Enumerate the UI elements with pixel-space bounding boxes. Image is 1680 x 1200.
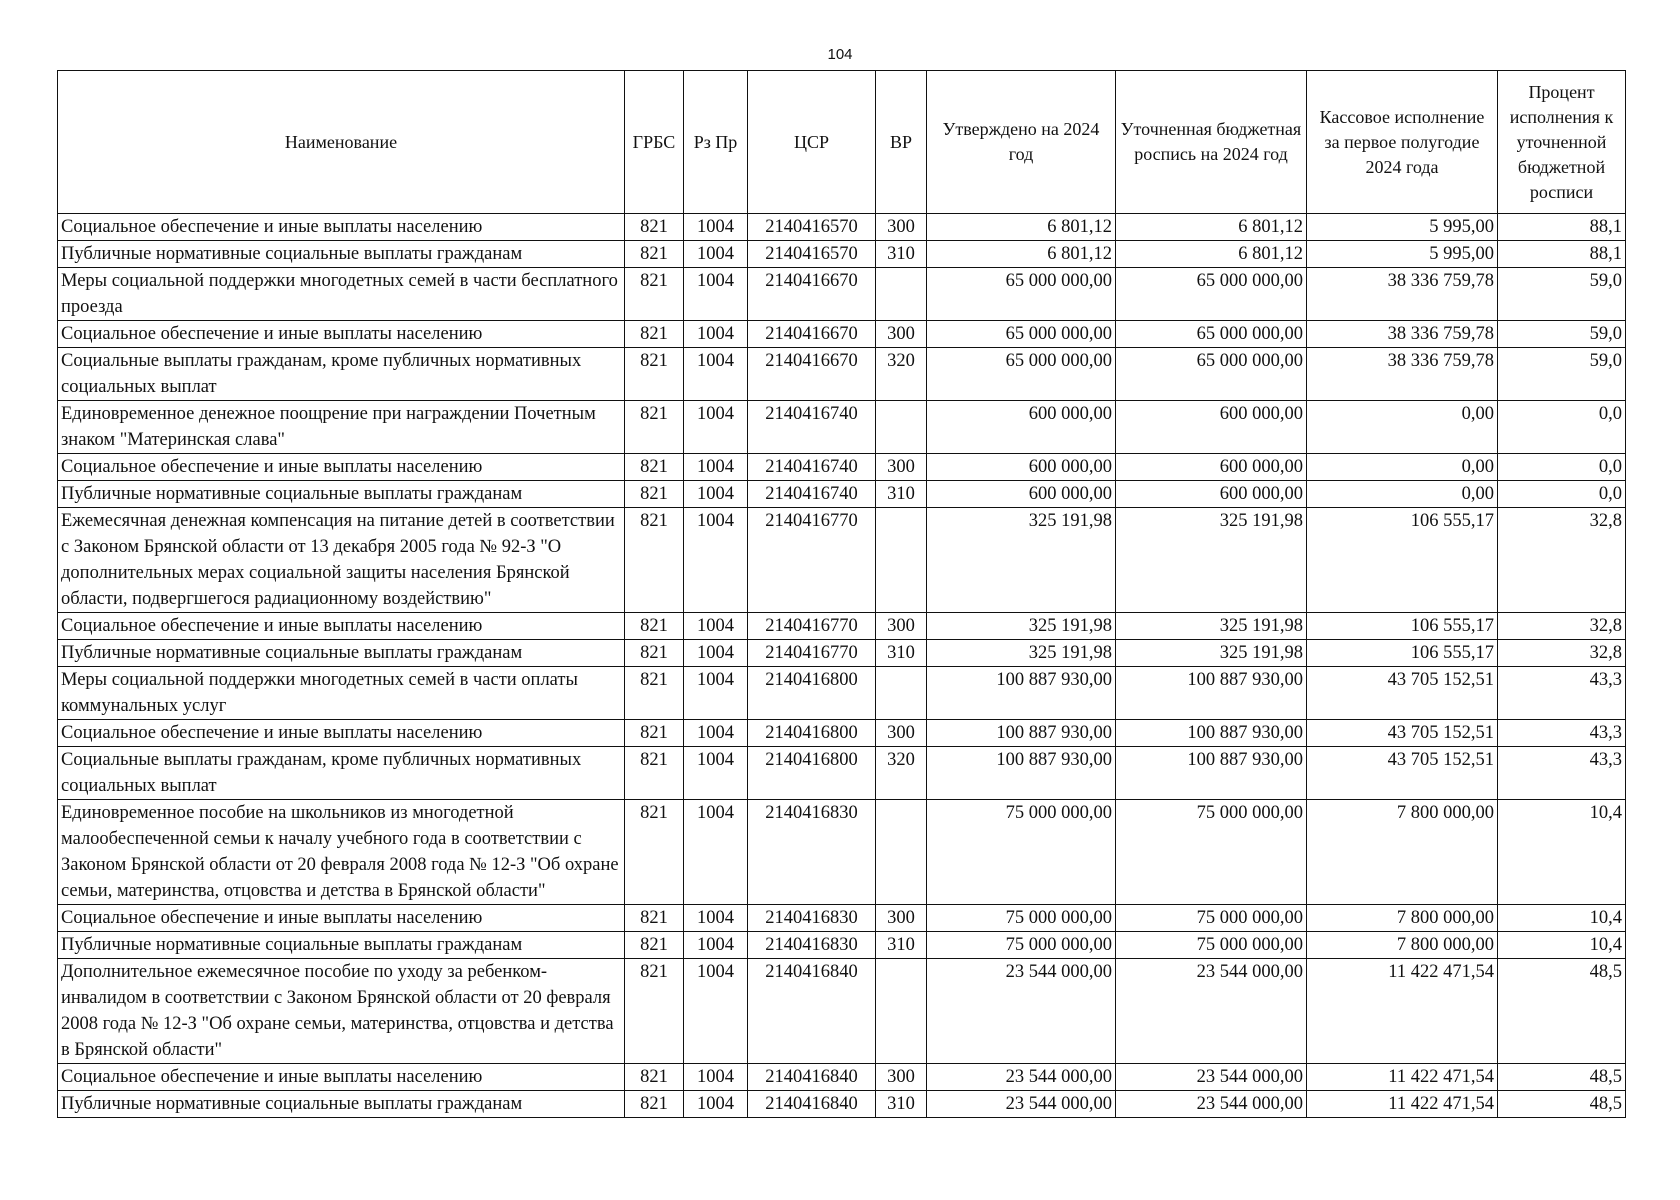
cell-name: Социальное обеспечение и иные выплаты населению: [58, 905, 625, 932]
cell-percent: 10,4: [1498, 905, 1626, 932]
table-row: [58, 454, 1626, 481]
cell-name: Социальное обеспечение и иные выплаты населению: [58, 613, 625, 640]
cell-rzpr: 1004: [684, 959, 748, 1064]
cell-approved: 65 000 000,00: [927, 268, 1116, 321]
cell-vr: 300: [876, 214, 927, 241]
cell-cash: 38 336 759,78: [1307, 348, 1498, 401]
cell-refined: 6 801,12: [1116, 241, 1307, 268]
cell-approved: 100 887 930,00: [927, 747, 1116, 800]
cell-rzpr: 1004: [684, 268, 748, 321]
cell-approved: 100 887 930,00: [927, 720, 1116, 747]
cell-grbs: 821: [625, 800, 684, 905]
cell-percent: 43,3: [1498, 667, 1626, 720]
cell-name: Ежемесячная денежная компенсация на питание детей в соответствии с Законом Брянской области от 13 декабря 2005 года № 92-З "О дополнительных мерах социальной защиты населения Брянской области, подвергшегося радиационному воздействию": [58, 508, 625, 613]
cell-approved: 325 191,98: [927, 640, 1116, 667]
cell-cash: 5 995,00: [1307, 214, 1498, 241]
cell-csr: 2140416840: [748, 1064, 876, 1091]
cell-refined: 325 191,98: [1116, 640, 1307, 667]
cell-rzpr: 1004: [684, 1064, 748, 1091]
cell-rzpr: 1004: [684, 401, 748, 454]
cell-grbs: 821: [625, 932, 684, 959]
cell-name: Социальные выплаты гражданам, кроме публичных нормативных социальных выплат: [58, 747, 625, 800]
cell-csr: 2140416800: [748, 747, 876, 800]
table-row: [58, 800, 1626, 905]
cell-approved: 6 801,12: [927, 241, 1116, 268]
cell-refined: 65 000 000,00: [1116, 268, 1307, 321]
cell-csr: 2140416670: [748, 348, 876, 401]
table-row: [58, 241, 1626, 268]
cell-grbs: 821: [625, 241, 684, 268]
cell-cash: 7 800 000,00: [1307, 800, 1498, 905]
cell-cash: 43 705 152,51: [1307, 667, 1498, 720]
cell-approved: 325 191,98: [927, 508, 1116, 613]
cell-percent: 0,0: [1498, 401, 1626, 454]
cell-name: Единовременное пособие на школьников из многодетной малообеспеченной семьи к началу учебного года в соответствии с Законом Брянской области от 20 февраля 2008 года № 12-З "Об охране семьи, материнства, отцовства и детства в Брянской области": [58, 800, 625, 905]
cell-refined: 600 000,00: [1116, 481, 1307, 508]
cell-refined: 100 887 930,00: [1116, 747, 1307, 800]
cell-vr: [876, 401, 927, 454]
table-row: [58, 321, 1626, 348]
cell-csr: 2140416830: [748, 932, 876, 959]
cell-approved: 23 544 000,00: [927, 1091, 1116, 1118]
cell-grbs: 821: [625, 481, 684, 508]
cell-refined: 600 000,00: [1116, 401, 1307, 454]
cell-vr: 310: [876, 481, 927, 508]
table-body: [58, 214, 1626, 1118]
cell-rzpr: 1004: [684, 508, 748, 613]
table-row: [58, 720, 1626, 747]
cell-percent: 48,5: [1498, 1064, 1626, 1091]
cell-name: Публичные нормативные социальные выплаты гражданам: [58, 1091, 625, 1118]
cell-csr: 2140416670: [748, 268, 876, 321]
cell-vr: [876, 667, 927, 720]
header-cash: Кассовое исполнение за первое полугодие 2024 года: [1307, 71, 1498, 214]
cell-cash: 0,00: [1307, 454, 1498, 481]
cell-percent: 32,8: [1498, 640, 1626, 667]
budget-table: [57, 70, 1626, 1118]
header-approved: Утверждено на 2024 год: [927, 71, 1116, 214]
table-row: [58, 1064, 1626, 1091]
cell-rzpr: 1004: [684, 932, 748, 959]
cell-percent: 10,4: [1498, 800, 1626, 905]
cell-grbs: 821: [625, 905, 684, 932]
cell-rzpr: 1004: [684, 241, 748, 268]
cell-percent: 48,5: [1498, 959, 1626, 1064]
cell-approved: 23 544 000,00: [927, 1064, 1116, 1091]
cell-rzpr: 1004: [684, 613, 748, 640]
cell-cash: 11 422 471,54: [1307, 1091, 1498, 1118]
cell-name: Единовременное денежное поощрение при награждении Почетным знаком "Материнская слава": [58, 401, 625, 454]
cell-csr: 2140416840: [748, 959, 876, 1064]
cell-name: Публичные нормативные социальные выплаты гражданам: [58, 640, 625, 667]
table-row: [58, 214, 1626, 241]
cell-csr: 2140416770: [748, 613, 876, 640]
cell-csr: 2140416840: [748, 1091, 876, 1118]
cell-name: Социальное обеспечение и иные выплаты населению: [58, 454, 625, 481]
cell-grbs: 821: [625, 348, 684, 401]
cell-percent: 0,0: [1498, 481, 1626, 508]
table-header-row: [58, 71, 1626, 214]
cell-vr: [876, 268, 927, 321]
cell-approved: 600 000,00: [927, 401, 1116, 454]
cell-cash: 106 555,17: [1307, 640, 1498, 667]
cell-rzpr: 1004: [684, 454, 748, 481]
cell-refined: 75 000 000,00: [1116, 932, 1307, 959]
cell-approved: 600 000,00: [927, 481, 1116, 508]
header-refined: Уточненная бюджетная роспись на 2024 год: [1116, 71, 1307, 214]
cell-vr: [876, 800, 927, 905]
cell-csr: 2140416830: [748, 800, 876, 905]
cell-refined: 100 887 930,00: [1116, 667, 1307, 720]
cell-vr: 300: [876, 720, 927, 747]
cell-vr: [876, 959, 927, 1064]
cell-vr: 320: [876, 348, 927, 401]
cell-grbs: 821: [625, 1091, 684, 1118]
cell-percent: 59,0: [1498, 321, 1626, 348]
cell-rzpr: 1004: [684, 214, 748, 241]
cell-vr: 300: [876, 613, 927, 640]
cell-cash: 11 422 471,54: [1307, 959, 1498, 1064]
cell-rzpr: 1004: [684, 720, 748, 747]
cell-refined: 325 191,98: [1116, 613, 1307, 640]
cell-name: Публичные нормативные социальные выплаты гражданам: [58, 241, 625, 268]
cell-name: Социальные выплаты гражданам, кроме публичных нормативных социальных выплат: [58, 348, 625, 401]
cell-rzpr: 1004: [684, 667, 748, 720]
cell-refined: 100 887 930,00: [1116, 720, 1307, 747]
cell-name: Публичные нормативные социальные выплаты гражданам: [58, 481, 625, 508]
cell-grbs: 821: [625, 613, 684, 640]
table-row: [58, 905, 1626, 932]
cell-csr: 2140416830: [748, 905, 876, 932]
cell-csr: 2140416740: [748, 401, 876, 454]
cell-approved: 75 000 000,00: [927, 800, 1116, 905]
cell-grbs: 821: [625, 214, 684, 241]
cell-grbs: 821: [625, 268, 684, 321]
cell-grbs: 821: [625, 1064, 684, 1091]
cell-cash: 43 705 152,51: [1307, 747, 1498, 800]
header-csr: ЦСР: [748, 71, 876, 214]
cell-csr: 2140416670: [748, 321, 876, 348]
cell-cash: 5 995,00: [1307, 241, 1498, 268]
cell-approved: 65 000 000,00: [927, 348, 1116, 401]
cell-cash: 11 422 471,54: [1307, 1064, 1498, 1091]
cell-csr: 2140416570: [748, 241, 876, 268]
cell-percent: 10,4: [1498, 932, 1626, 959]
cell-grbs: 821: [625, 321, 684, 348]
cell-vr: [876, 508, 927, 613]
cell-name: Меры социальной поддержки многодетных семей в части оплаты коммунальных услуг: [58, 667, 625, 720]
cell-grbs: 821: [625, 454, 684, 481]
cell-rzpr: 1004: [684, 348, 748, 401]
cell-rzpr: 1004: [684, 905, 748, 932]
cell-grbs: 821: [625, 720, 684, 747]
cell-csr: 2140416800: [748, 720, 876, 747]
cell-percent: 59,0: [1498, 268, 1626, 321]
cell-grbs: 821: [625, 667, 684, 720]
cell-csr: 2140416770: [748, 508, 876, 613]
cell-grbs: 821: [625, 401, 684, 454]
cell-vr: 310: [876, 1091, 927, 1118]
cell-refined: 600 000,00: [1116, 454, 1307, 481]
cell-approved: 100 887 930,00: [927, 667, 1116, 720]
cell-rzpr: 1004: [684, 800, 748, 905]
cell-rzpr: 1004: [684, 1091, 748, 1118]
header-percent: Процент исполнения к уточненной бюджетной росписи: [1498, 71, 1626, 214]
cell-percent: 43,3: [1498, 747, 1626, 800]
cell-percent: 88,1: [1498, 214, 1626, 241]
cell-approved: 75 000 000,00: [927, 932, 1116, 959]
table-row: [58, 959, 1626, 1064]
cell-cash: 7 800 000,00: [1307, 932, 1498, 959]
cell-csr: 2140416770: [748, 640, 876, 667]
table-row: [58, 481, 1626, 508]
cell-cash: 0,00: [1307, 401, 1498, 454]
cell-grbs: 821: [625, 640, 684, 667]
cell-rzpr: 1004: [684, 321, 748, 348]
cell-approved: 600 000,00: [927, 454, 1116, 481]
table-row: [58, 1091, 1626, 1118]
cell-approved: 6 801,12: [927, 214, 1116, 241]
cell-percent: 43,3: [1498, 720, 1626, 747]
cell-name: Социальное обеспечение и иные выплаты населению: [58, 720, 625, 747]
cell-refined: 75 000 000,00: [1116, 800, 1307, 905]
cell-percent: 48,5: [1498, 1091, 1626, 1118]
cell-vr: 300: [876, 454, 927, 481]
cell-approved: 325 191,98: [927, 613, 1116, 640]
cell-approved: 75 000 000,00: [927, 905, 1116, 932]
cell-name: Меры социальной поддержки многодетных семей в части бесплатного проезда: [58, 268, 625, 321]
cell-csr: 2140416740: [748, 454, 876, 481]
cell-csr: 2140416570: [748, 214, 876, 241]
cell-refined: 65 000 000,00: [1116, 321, 1307, 348]
cell-vr: 300: [876, 321, 927, 348]
cell-percent: 32,8: [1498, 508, 1626, 613]
cell-approved: 23 544 000,00: [927, 959, 1116, 1064]
cell-cash: 43 705 152,51: [1307, 720, 1498, 747]
cell-vr: 300: [876, 905, 927, 932]
cell-rzpr: 1004: [684, 747, 748, 800]
table-row: [58, 348, 1626, 401]
cell-refined: 6 801,12: [1116, 214, 1307, 241]
cell-refined: 75 000 000,00: [1116, 905, 1307, 932]
cell-cash: 38 336 759,78: [1307, 321, 1498, 348]
cell-refined: 23 544 000,00: [1116, 1091, 1307, 1118]
cell-percent: 88,1: [1498, 241, 1626, 268]
cell-cash: 0,00: [1307, 481, 1498, 508]
cell-name: Социальное обеспечение и иные выплаты населению: [58, 321, 625, 348]
table-row: [58, 268, 1626, 321]
table-row: [58, 613, 1626, 640]
header-grbs: ГРБС: [625, 71, 684, 214]
cell-refined: 325 191,98: [1116, 508, 1307, 613]
cell-percent: 59,0: [1498, 348, 1626, 401]
table-row: [58, 747, 1626, 800]
cell-approved: 65 000 000,00: [927, 321, 1116, 348]
cell-refined: 23 544 000,00: [1116, 1064, 1307, 1091]
cell-refined: 65 000 000,00: [1116, 348, 1307, 401]
page-number: 104: [827, 46, 853, 63]
cell-grbs: 821: [625, 959, 684, 1064]
cell-cash: 106 555,17: [1307, 508, 1498, 613]
header-rzpr: Рз Пр: [684, 71, 748, 214]
cell-percent: 0,0: [1498, 454, 1626, 481]
cell-name: Публичные нормативные социальные выплаты гражданам: [58, 932, 625, 959]
cell-name: Социальное обеспечение и иные выплаты населению: [58, 214, 625, 241]
cell-rzpr: 1004: [684, 481, 748, 508]
table-row: [58, 667, 1626, 720]
table-row: [58, 508, 1626, 613]
table-row: [58, 401, 1626, 454]
cell-grbs: 821: [625, 508, 684, 613]
table-row: [58, 640, 1626, 667]
header-name: Наименование: [58, 71, 625, 214]
cell-vr: 310: [876, 932, 927, 959]
cell-vr: 320: [876, 747, 927, 800]
header-vr: ВР: [876, 71, 927, 214]
cell-name: Дополнительное ежемесячное пособие по уходу за ребенком-инвалидом в соответствии с Законом Брянской области от 20 февраля 2008 года № 12-З "Об охране семьи, материнства, отцовства и детства в Брянской области": [58, 959, 625, 1064]
cell-name: Социальное обеспечение и иные выплаты населению: [58, 1064, 625, 1091]
cell-cash: 38 336 759,78: [1307, 268, 1498, 321]
cell-vr: 310: [876, 241, 927, 268]
cell-vr: 310: [876, 640, 927, 667]
cell-csr: 2140416800: [748, 667, 876, 720]
cell-refined: 23 544 000,00: [1116, 959, 1307, 1064]
table-row: [58, 932, 1626, 959]
cell-percent: 32,8: [1498, 613, 1626, 640]
cell-csr: 2140416740: [748, 481, 876, 508]
cell-cash: 106 555,17: [1307, 613, 1498, 640]
cell-cash: 7 800 000,00: [1307, 905, 1498, 932]
cell-vr: 300: [876, 1064, 927, 1091]
cell-rzpr: 1004: [684, 640, 748, 667]
cell-grbs: 821: [625, 747, 684, 800]
